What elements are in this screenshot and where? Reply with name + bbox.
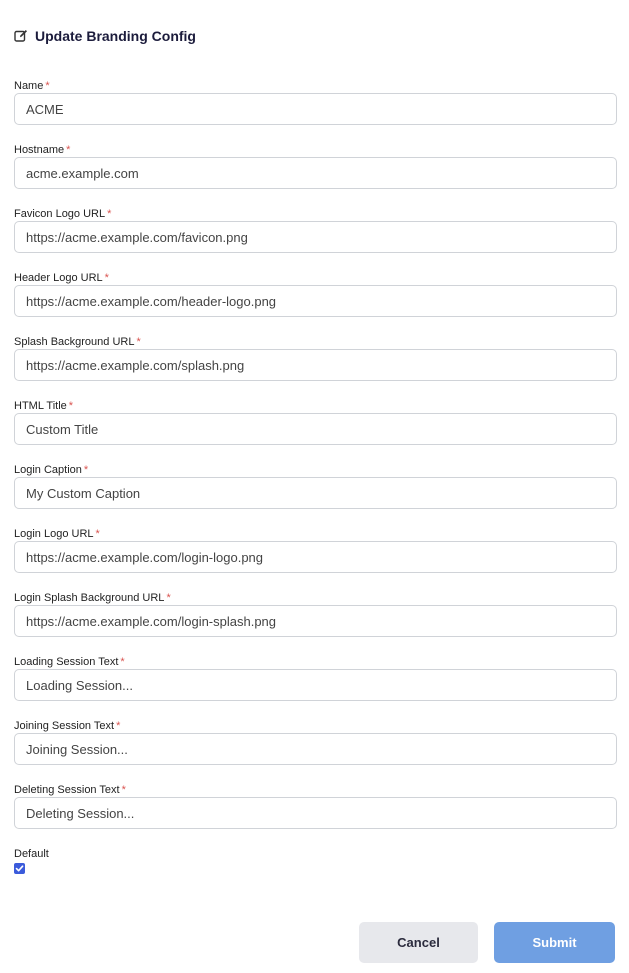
joining-session-text-input[interactable] — [14, 733, 617, 765]
field-login-caption — [14, 462, 617, 526]
checkmark-icon — [15, 864, 24, 873]
field-favicon-logo-url — [14, 206, 617, 270]
required-marker: * — [83, 464, 89, 476]
required-marker: * — [45, 80, 50, 92]
field-label: Header Logo URL * — [14, 272, 109, 284]
field-html-title — [14, 398, 617, 462]
required-marker: * — [95, 528, 100, 540]
name-input[interactable] — [14, 93, 617, 125]
field-joining-session-text — [14, 718, 617, 782]
field-login-splash-background-url — [14, 590, 617, 654]
edit-icon — [14, 29, 28, 43]
field-login-logo-url — [14, 526, 617, 590]
required-marker: * — [121, 784, 126, 796]
field-label: Login Logo URL * — [14, 528, 100, 540]
field-label: Favicon Logo URL * — [14, 208, 112, 220]
hostname-input[interactable] — [14, 157, 617, 189]
branding-form — [14, 78, 617, 846]
default-checkbox[interactable] — [14, 863, 25, 874]
field-name — [14, 78, 617, 142]
login-logo-url-input[interactable] — [14, 541, 617, 573]
required-marker: * — [116, 720, 121, 732]
field-label: Login Caption * — [14, 464, 89, 476]
splash-background-url-input[interactable] — [14, 349, 617, 381]
required-marker: * — [166, 592, 171, 604]
required-marker: * — [120, 656, 125, 668]
field-label: Name * — [14, 80, 50, 92]
required-marker: * — [107, 208, 112, 220]
field-label: HTML Title * — [14, 400, 74, 412]
field-label: Deleting Session Text * — [14, 784, 126, 796]
cancel-button[interactable]: Cancel — [359, 922, 478, 963]
favicon-logo-url-input[interactable] — [14, 221, 617, 253]
login-splash-background-url-input[interactable] — [14, 605, 617, 637]
login-caption-input[interactable] — [14, 477, 617, 509]
html-title-input[interactable] — [14, 413, 617, 445]
page-title: Update Branding Config — [35, 28, 196, 44]
field-label: Hostname * — [14, 144, 71, 156]
required-marker: * — [66, 144, 71, 156]
loading-session-text-input[interactable] — [14, 669, 617, 701]
field-label: Splash Background URL * — [14, 336, 141, 348]
field-hostname — [14, 142, 617, 206]
submit-button[interactable]: Submit — [494, 922, 615, 963]
default-label: Default — [14, 848, 49, 860]
field-loading-session-text — [14, 654, 617, 718]
required-marker: * — [68, 400, 74, 412]
field-label: Joining Session Text * — [14, 720, 121, 732]
field-label: Loading Session Text * — [14, 656, 125, 668]
field-header-logo-url — [14, 270, 617, 334]
deleting-session-text-input[interactable] — [14, 797, 617, 829]
required-marker: * — [136, 336, 141, 348]
required-marker: * — [104, 272, 109, 284]
field-deleting-session-text — [14, 782, 617, 846]
field-label: Login Splash Background URL * — [14, 592, 171, 604]
header-logo-url-input[interactable] — [14, 285, 617, 317]
field-splash-background-url — [14, 334, 617, 398]
form-header — [14, 28, 196, 44]
field-default — [14, 846, 49, 862]
